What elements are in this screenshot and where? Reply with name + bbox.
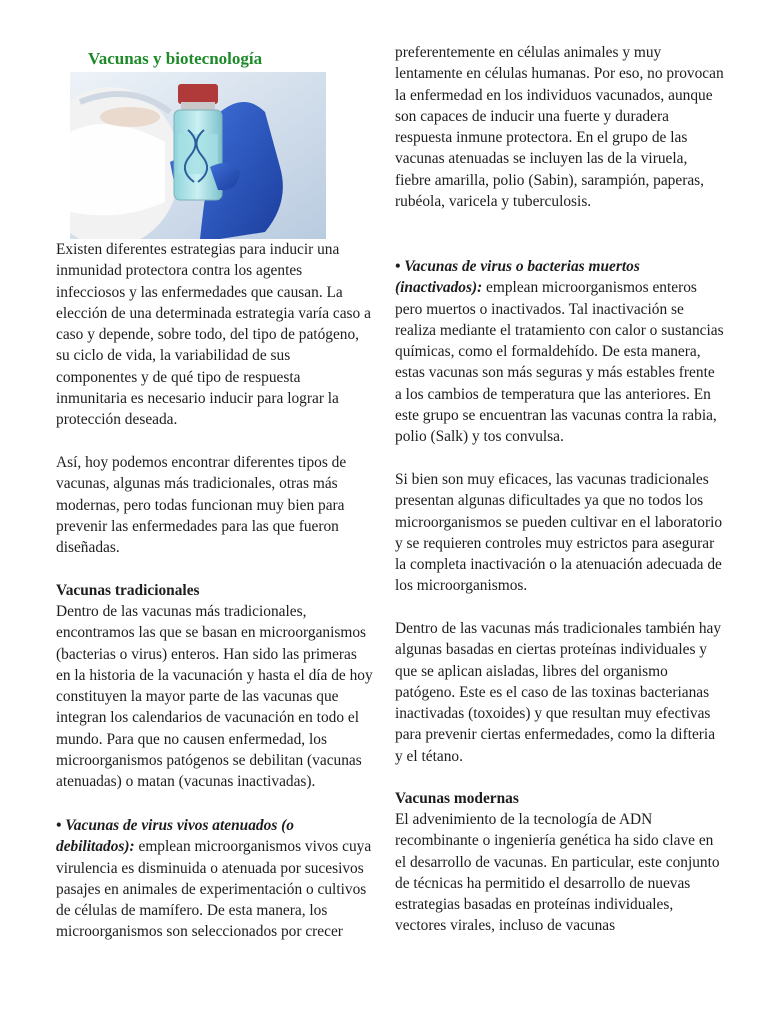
traditional-paragraph: Dentro de las vacunas más tradicionales, encontramos las que se basan en microorganismos (bacterias o virus) enteros. Han sido las primeras en la historia de la vacunación y hasta el día de hoy constituyen la mayor parte de las vacunas que integran los calendarios de vacunación en todo el mundo. Para que no causen enfermedad, los microorganismos patógenos se debilitan (vacunas atenuadas) o matan (vacunas inactivadas). [56,603,373,791]
intro-paragraph: Existen diferentes estrategias para inducir una inmunidad protectora contra los agentes infecciosos y las enfermedades que causan. La elección de una determinada estrategia varía caso a caso y depende, sobre todo, del tipo de patógeno, su ciclo de vida, la variabilidad de sus componentes y de qué tipo de respuesta inmunitaria es necesario inducir para lograr la protección deseada. [56,241,371,429]
attenuated-bullet-text: emplean microorganismos vivos cuya virulencia es disminuida o atenuada por sucesivos pasajes en animales de experimentación o cultivos de células de mamífero. De esta manera, los microorganismos son seleccionados por crecer [56,838,372,941]
modern-paragraph: El advenimiento de la tecnología de ADN recombinante o ingeniería genética ha sido clave en el desarrollo de vacunas. En particular, este conjunto de técnicas ha permitido el desarrollo de nuevas estrategias basadas en proteínas individuales, vectores virales, incluso de vacunas [395,811,720,935]
toxoids-paragraph: Dentro de las vacunas más tradicionales también hay algunas basadas en ciertas proteínas individuales y que se aplican aisladas, libres del organismo patógeno. Este es el caso de las toxinas bacterianas inactivadas (toxoides) y que resultan muy efectivas para prevenir ciertas enfermedades, como la difteria y el tétano. [395,620,722,765]
attenuated-bullet-title: • Vacunas de virus vivos atenuados (o debilitados): [56,817,294,856]
heading-modern-vaccines: Vacunas modernas [395,790,519,807]
inactivated-bullet-text: emplean microorganismos enteros pero muertos o inactivados. Tal inactivación se realiza mediante el tratamiento con calor o sustancias químicas, como el formaldehído. De esta manera, estas vacunas son más seguras y más estables frente a los cambios de temperatura que las anteriores. En este grupo se encuentran las vacunas contra la rabia, polio (Salk) y tos convulsa. [395,279,724,446]
page-title: Vacunas y biotecnología [88,49,263,68]
vaccine-vial-photo [70,72,326,239]
attenuated-continued-paragraph: preferentemente en células animales y muy lentamente en células humanas. Por eso, no provocan la enfermedad en los individuos vacunados, aunque son capaces de inducir una fuerte y duradera respuesta inmune protectora. En el grupo de las vacunas atenuadas se incluyen las de la viruela, fiebre amarilla, polio (Sabin), sarampión, paperas, rubéola, varicela y tuberculosis. [395,44,724,211]
inactivated-bullet-title: • Vacunas de virus o bacterias muertos (inactivados): [395,258,640,297]
attenuated-bullet [56,815,374,943]
inactivated-bullet [395,256,725,448]
types-paragraph: Así, hoy podemos encontrar diferentes tipos de vacunas, algunas más tradicionales, otras más modernas, pero todas funcionan muy bien para prevenir las enfermedades para las que fueron diseñadas. [56,454,347,557]
difficulties-paragraph: Si bien son muy eficaces, las vacunas tradicionales presentan algunas dificultades ya que no todos los microorganismos se pueden cultivar en el laboratorio y se requieren controles muy estrictos para asegurar la completa inactivación o la atenuación adecuada de los microorganismos. [395,471,723,595]
heading-traditional-vaccines: Vacunas tradicionales [56,582,200,599]
vaccine-vial-illustration [70,72,326,239]
